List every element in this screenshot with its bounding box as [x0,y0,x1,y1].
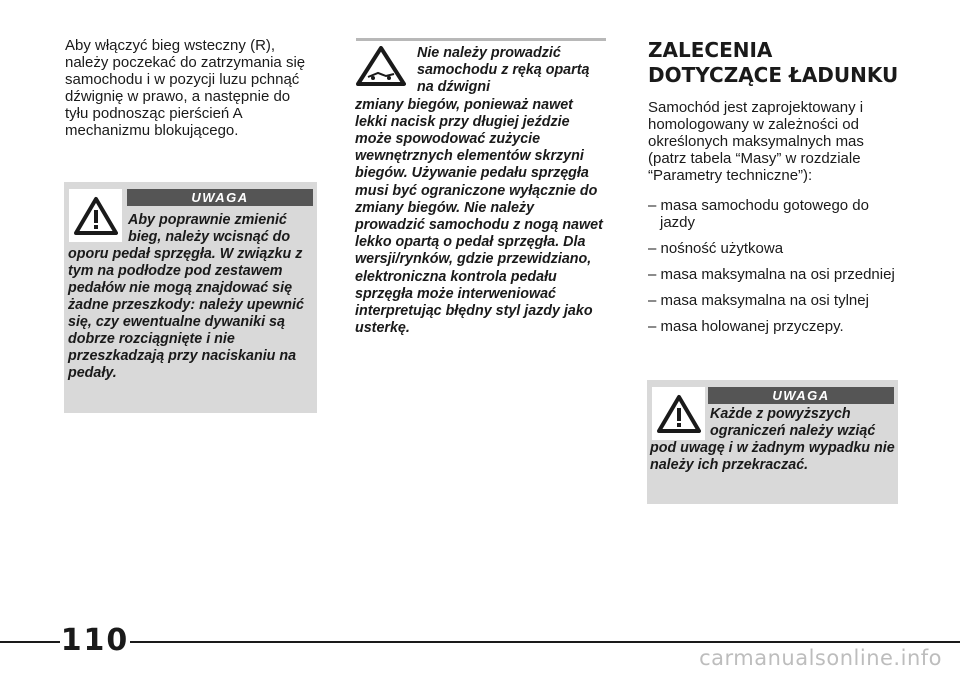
watermark: carmanualsonline.info [699,646,942,670]
note-text [355,45,607,337]
section-heading [648,38,908,88]
warning-text [68,212,314,382]
footer-rule-right [125,641,960,643]
warning-body: oporu pedał sprzęgła. W związku z tym na podłodze pod zestawem pedałów nie mogą znajdować się żadne przeszkody: należy upewnić się, czy ewentualne dywaniki są dobrze rozciągnięte i nie przeszkadzają przy naciskaniu na pedały. [68,246,304,381]
warning-body: pod uwagę i w żadnym wypadku nie należy ich przekraczać. [650,440,895,473]
intro-paragraph: Aby włączyć bieg wsteczny (R), należy poczekać do zatrzymania się samochodu i w pozycji luzu pchnąć dźwignię w prawo, a następnie do tyłu podnosząc pierścień A mechanizmu blokującego. [65,37,306,139]
warning-header: UWAGA [708,387,894,404]
heading-line-1: ZALECENIA [648,38,773,62]
page-number: 110 [60,623,130,658]
warning-header: UWAGA [127,189,313,206]
note-rule [356,38,606,41]
warning-lead: Każde z powyższych ograniczeń należy wziąć [710,406,876,439]
heading-line-2: DOTYCZĄCE ŁADUNKU [648,63,899,87]
list-item: – nośność użytkowa [648,240,784,257]
list-item: – masa maksymalna na osi tylnej [648,292,869,309]
warning-lead: Aby poprawnie zmienić bieg, należy wcisnąć do [128,212,291,245]
note-lead: Nie należy prowadzić samochodu z ręką opartą na dźwigni [417,45,590,96]
warning-box-load-limits [647,380,898,504]
warning-box-gear-change [64,182,317,413]
load-intro-paragraph: Samochód jest zaprojektowany i homologowany w zależności od określonych maksymalnych mas (patrz tabela “Masy” w rozdziale “Parametry techniczne”): [648,99,864,184]
list-item: – masa samochodu gotowego do jazdy [648,197,869,231]
list-item: – masa maksymalna na osi przedniej [648,266,895,283]
note-body: zmiany biegów, ponieważ nawet lekki nacisk przy długiej jeździe może spowodować zużycie wewnętrznych elementów skrzyni biegów. Używanie pedału sprzęgła musi być ograniczone wyłącznie do zmiany biegów. Nie należy prowadzić samochodu z nogą nawet lekko opartą o pedał sprzęgła. Dla wersji/rynków, gdzie przewidziano, elektroniczna kontrola pedału sprzęgła może interweniować interpretując błędny styl jazdy jako usterkę. [355,96,603,337]
warning-text [650,406,896,474]
list-item: – masa holowanej przyczepy. [648,318,844,335]
mass-list [648,197,898,344]
